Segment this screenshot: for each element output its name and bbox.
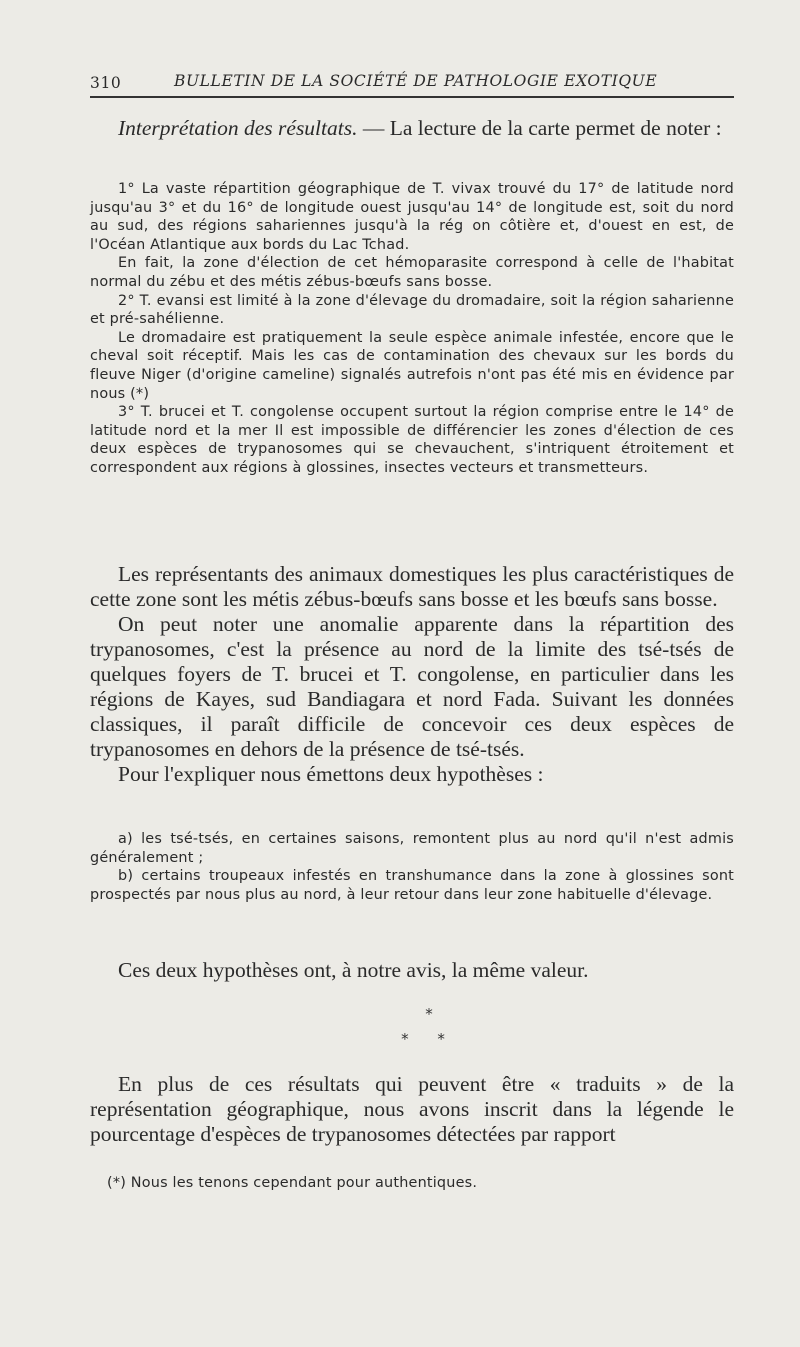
- conclusion-section: [90, 958, 734, 983]
- result-item-2: 2° T. evansi est limité à la zone d'élevage du dromadaire, soit la région saharienne et pré-sahélienne.: [90, 292, 734, 328]
- interpretation-text: — La lecture de la carte permet de noter :: [357, 116, 722, 140]
- discussion-paragraph-3: Pour l'expliquer nous émettons deux hypothèses :: [118, 762, 544, 786]
- results-list: [90, 180, 734, 478]
- hypothesis-a: a) les tsé-tsés, en certaines saisons, remontent plus au nord qu'il n'est admis généralement ;: [90, 831, 734, 866]
- closing-section: [90, 1072, 734, 1147]
- conclusion-paragraph: Ces deux hypothèses ont, à notre avis, la même valeur.: [118, 958, 589, 982]
- footnote-text: (*) Nous les tenons cependant pour authentiques.: [107, 1175, 478, 1191]
- discussion-paragraph-1: Les représentants des animaux domestiques les plus caractéristiques de cette zone sont les métis zébus-bœufs sans bosse et les bœufs sans bosse.: [90, 562, 734, 611]
- running-title: BULLETIN DE LA SOCIÉTÉ DE PATHOLOGIE EXOTIQUE: [174, 72, 658, 90]
- discussion-section: [90, 562, 734, 787]
- footnote: [107, 1174, 734, 1193]
- section-separator-bottom: * *: [401, 1030, 457, 1048]
- running-header: [90, 66, 734, 98]
- result-item-2-note: Le dromadaire est pratiquement la seule espèce animale infestée, encore que le cheval soit réceptif. Mais les cas de contamination des chevaux sur les bords du fleuve Niger (d'origine cameline) signalés autrefois n'ont pas été mis en évidence par nous (*): [90, 329, 734, 402]
- hypothesis-b: b) certains troupeaux infestés en transhumance dans la zone à glossines sont prospectés par nous plus au nord, à leur retour dans leur zone habituelle d'élevage.: [90, 868, 734, 903]
- interpretation-paragraph: [90, 116, 734, 141]
- section-separator-top: *: [425, 1005, 433, 1023]
- interpretation-heading: Interprétation des résultats.: [118, 116, 358, 140]
- discussion-paragraph-2: On peut noter une anomalie apparente dans la répartition des trypanosomes, c'est la présence au nord de la limite des tsé-tsés de quelques foyers de T. brucei et T. congolense, en particulier dans les régions de Kayes, sud Bandiagara et nord Fada. Suivant les données classiques, il paraît difficile de concevoir ces deux espèces de trypanosomes en dehors de la présence de tsé-tsés.: [90, 612, 734, 761]
- result-item-1-note: En fait, la zone d'élection de cet hémoparasite correspond à celle de l'habitat normal du zébu et des métis zébus-bœufs sans bosse.: [90, 255, 734, 290]
- interpretation-section: [90, 116, 734, 141]
- closing-paragraph: En plus de ces résultats qui peuvent être « traduits » de la représentation géographique, nous avons inscrit dans la légende le pourcentage d'espèces de trypanosomes détectées par rapport: [90, 1072, 734, 1146]
- result-item-3: 3° T. brucei et T. congolense occupent surtout la région comprise entre le 14° de latitude nord et la mer Il est impossible de différencier les zones d'élection de ces deux espèces de trypanosomes qui se chevauchent, s'intriquent étroitement et correspondent aux régions à glossines, insectes vecteurs et transmetteurs.: [90, 404, 734, 476]
- hypotheses-list: [90, 830, 734, 904]
- result-item-1: 1° La vaste répartition géographique de T. vivax trouvé du 17° de latitude nord jusqu'au 3° et du 16° de longitude ouest jusqu'au 14° de longitude est, soit du nord au sud, des régions sahariennes jusqu'à la rég on côtière et, d'ouest en est, de l'Océan Atlantique aux bords du Lac Tchad.: [90, 181, 734, 253]
- page-number: 310: [90, 74, 122, 92]
